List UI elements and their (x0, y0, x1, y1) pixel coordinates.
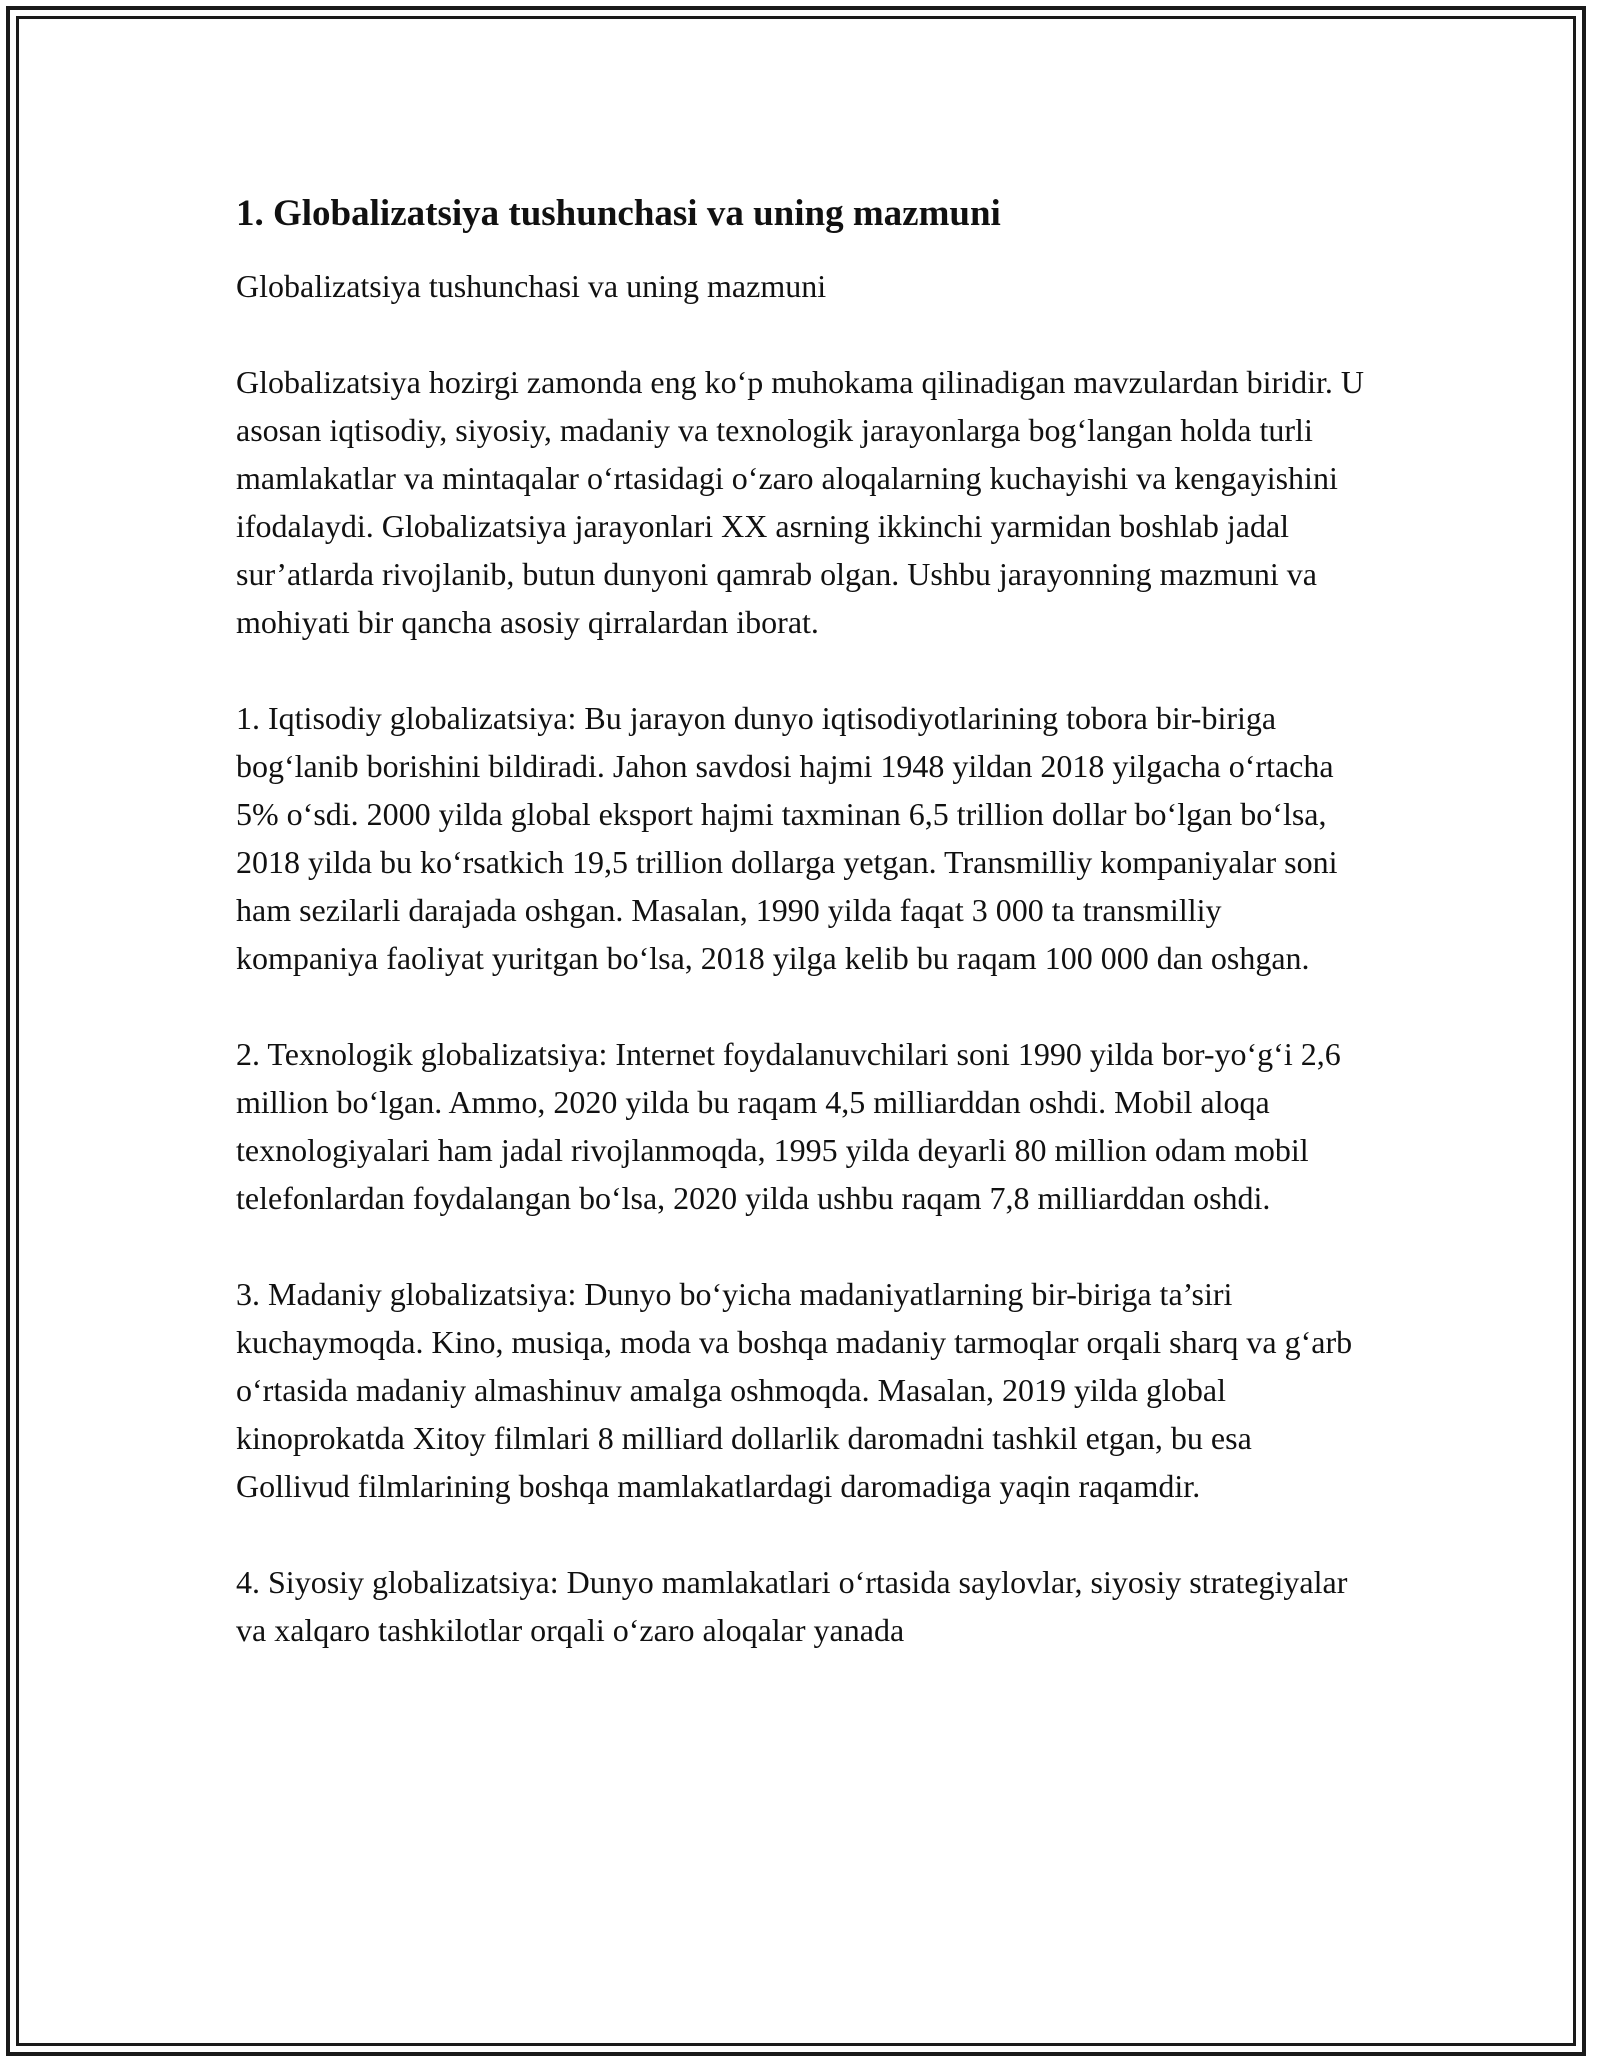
document-body (236, 186, 1366, 1654)
paragraph-economic: 1. Iqtisodiy globalizatsiya: Bu jarayon dunyo iqtisodiyotlarining tobora bir-biriga bog‘lanib borishini bildiradi. Jahon savdosi hajmi 1948 yildan 2018 yilgacha o‘rtacha 5% o‘sdi. 2000 yilda global eksport hajmi taxminan 6,5 trillion dollar bo‘lgan bo‘lsa, 2018 yilda bu ko‘rsatkich 19,5 trillion dollarga yetgan. Transmilliy kompaniyalar soni ham sezilarli darajada oshgan. Masalan, 1990 yilda faqat 3 000 ta transmilliy kompaniya faoliyat yuritgan bo‘lsa, 2018 yilga kelib bu raqam 100 000 dan oshgan. (236, 700, 1338, 976)
paragraph-political: 4. Siyosiy globalizatsiya: Dunyo mamlakatlari o‘rtasida saylovlar, siyosiy strategiyalar va xalqaro tashkilotlar orqali o‘zaro aloqalar yanada (236, 1564, 1348, 1648)
document-subtitle: Globalizatsiya tushunchasi va uning mazmuni (236, 268, 827, 304)
paragraph-cultural: 3. Madaniy globalizatsiya: Dunyo bo‘yicha madaniyatlarning bir-biriga ta’siri kuchaymoqda. Kino, musiqa, moda va boshqa madaniy tarmoqlar orqali sharq va g‘arb o‘rtasida madaniy almashinuv amalga oshmoqda. Masalan, 2019 yilda global kinoprokatda Xitoy filmlari 8 milliard dollarlik daromadni tashkil etgan, bu esa Gollivud filmlarining boshqa mamlakatlardagi daromadiga yaqin raqamdir. (236, 1276, 1353, 1504)
paragraph-technological: 2. Texnologik globalizatsiya: Internet foydalanuvchilari soni 1990 yilda bor-yo‘g‘i 2,6 million bo‘lgan. Ammo, 2020 yilda bu raqam 4,5 milliarddan oshdi. Mobil aloqa texnologiyalari ham jadal rivojlanmoqda, 1995 yilda deyarli 80 million odam mobil telefonlardan foydalangan bo‘lsa, 2020 yilda ushbu raqam 7,8 milliarddan oshdi. (236, 1036, 1341, 1216)
document-heading: 1. Globalizatsiya tushunchasi va uning mazmuni (236, 193, 1001, 234)
paragraph-intro: Globalizatsiya hozirgi zamonda eng ko‘p muhokama qilinadigan mavzulardan biridir. U asosan iqtisodiy, siyosiy, madaniy va texnologik jarayonlarga bog‘langan holda turli mamlakatlar va mintaqalar o‘rtasidagi o‘zaro aloqalarning kuchayishi va kengayishini ifodalaydi. Globalizatsiya jarayonlari XX asrning ikkinchi yarmidan boshlab jadal sur’atlarda rivojlanib, butun dunyoni qamrab olgan. Ushbu jarayonning mazmuni va mohiyati bir qancha asosiy qirralardan iborat. (236, 364, 1364, 640)
